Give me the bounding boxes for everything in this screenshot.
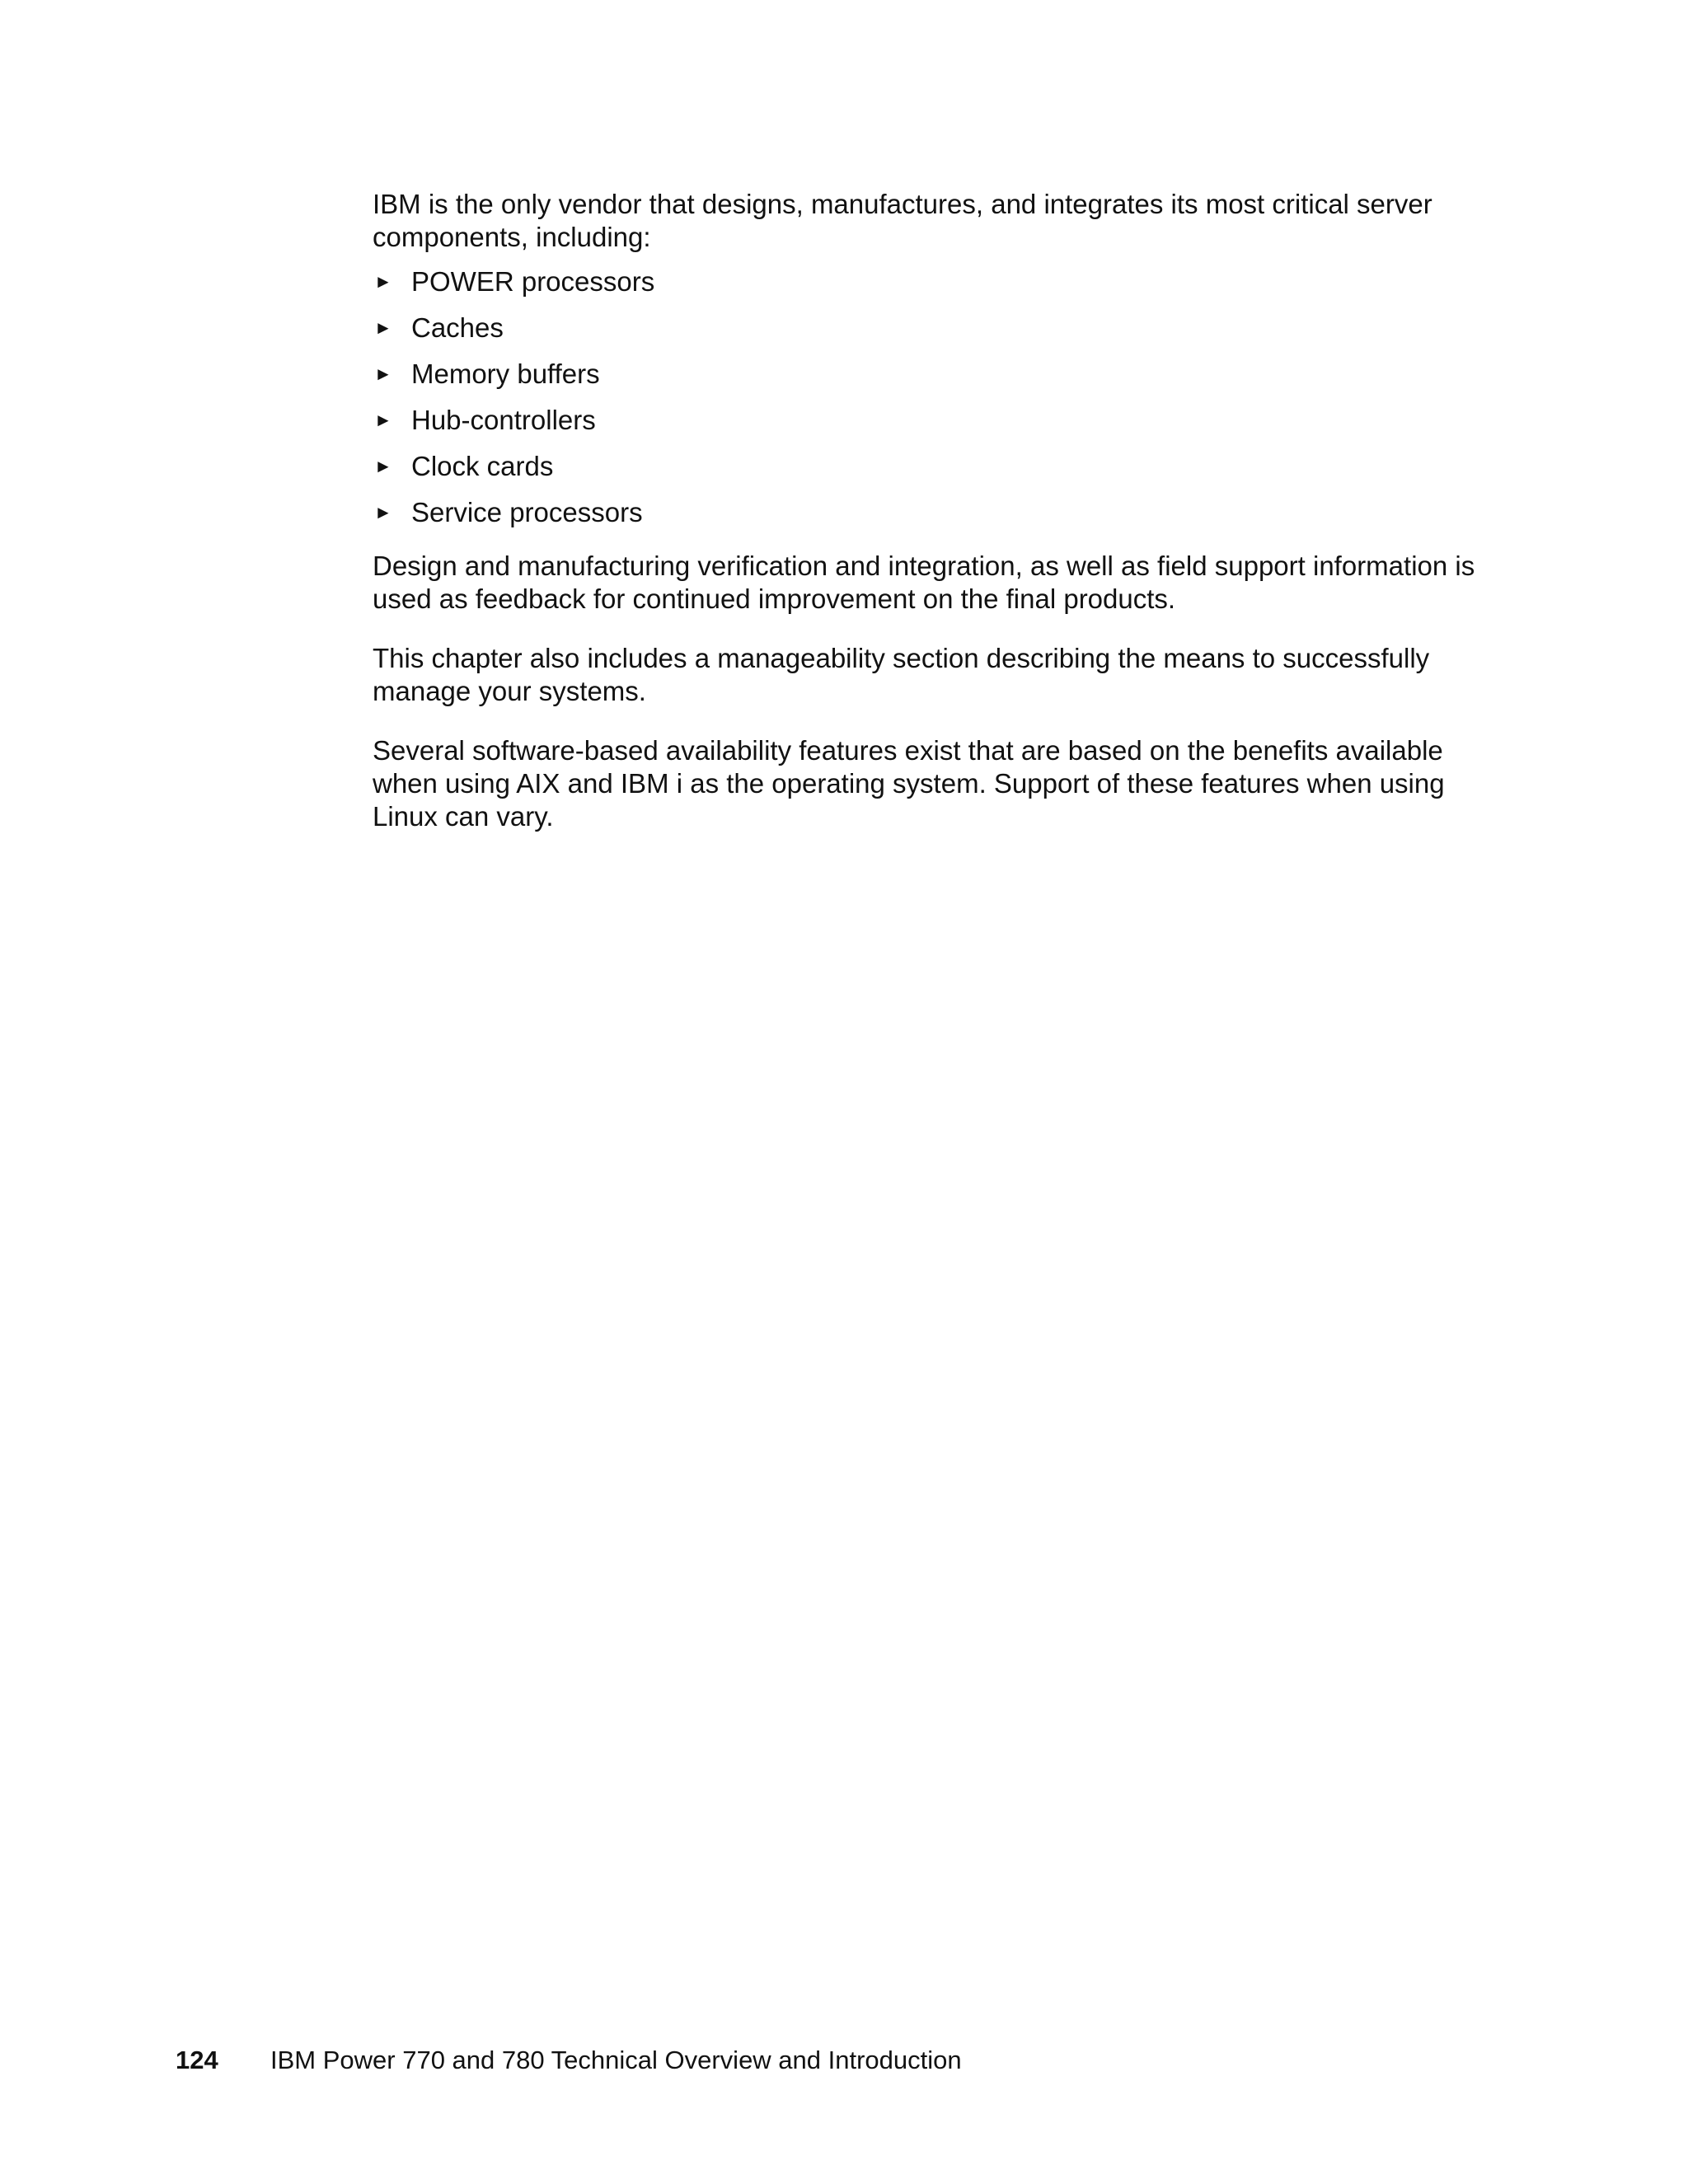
- list-item-text: Memory buffers: [411, 359, 600, 389]
- bullet-arrow-icon: ►: [374, 317, 392, 338]
- component-list: [373, 265, 1485, 529]
- list-item-text: Clock cards: [411, 451, 554, 481]
- list-item: [373, 312, 1485, 344]
- list-item-text: Hub-controllers: [411, 405, 596, 435]
- manageability-paragraph: This chapter also includes a manageability section describing the means to successfully manage your systems.: [373, 643, 1430, 706]
- list-item: [373, 404, 1485, 437]
- list-item-text: POWER processors: [411, 266, 655, 297]
- bullet-arrow-icon: ►: [374, 271, 392, 292]
- page-body: [373, 188, 1485, 860]
- list-item: [373, 265, 1485, 298]
- list-item-text: Service processors: [411, 497, 643, 527]
- intro-paragraph: IBM is the only vendor that designs, manufactures, and integrates its most critical server components, including:: [373, 189, 1432, 252]
- bullet-arrow-icon: ►: [374, 456, 392, 476]
- page-number: 124: [176, 2046, 218, 2074]
- bullet-arrow-icon: ►: [374, 410, 392, 430]
- list-item: [373, 496, 1485, 529]
- availability-paragraph: Several software-based availability features exist that are based on the benefits available when using AIX and IBM i as the operating system. Support of these features when using Linux can vary.: [373, 735, 1445, 832]
- bullet-arrow-icon: ►: [374, 502, 392, 523]
- design-paragraph: Design and manufacturing verification and integration, as well as field support information is used as feedback for continued improvement on the final products.: [373, 551, 1475, 614]
- book-title: IBM Power 770 and 780 Technical Overview and Introduction: [270, 2046, 962, 2074]
- list-item: [373, 358, 1485, 391]
- bullet-arrow-icon: ►: [374, 363, 392, 384]
- page-footer: [176, 2044, 962, 2077]
- list-item: [373, 450, 1485, 483]
- list-item-text: Caches: [411, 312, 504, 343]
